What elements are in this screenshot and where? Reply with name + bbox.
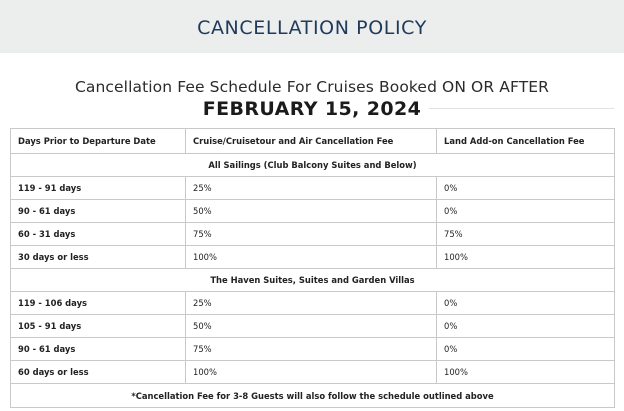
effective-date: FEBRUARY 15, 2024 — [195, 96, 430, 122]
land-fee-cell: 100% — [437, 361, 615, 384]
page-title: CANCELLATION POLICY — [197, 17, 427, 39]
table-footnote: *Cancellation Fee for 3-8 Guests will also follow the schedule outlined above — [11, 384, 615, 408]
days-cell: 119 - 91 days — [11, 177, 186, 200]
table-row — [11, 338, 615, 361]
cancellation-fee-table — [10, 128, 615, 408]
days-cell: 30 days or less — [11, 246, 186, 269]
land-fee-cell: 75% — [437, 223, 615, 246]
cruise-fee-cell: 75% — [186, 338, 437, 361]
days-cell: 60 - 31 days — [11, 223, 186, 246]
cruise-fee-cell: 50% — [186, 315, 437, 338]
days-cell: 90 - 61 days — [11, 200, 186, 223]
days-cell: 60 days or less — [11, 361, 186, 384]
cruise-fee-cell: 25% — [186, 292, 437, 315]
header-banner — [0, 0, 624, 53]
land-fee-cell: 100% — [437, 246, 615, 269]
days-cell: 119 - 106 days — [11, 292, 186, 315]
effective-date-row — [0, 96, 624, 122]
land-fee-cell: 0% — [437, 292, 615, 315]
schedule-subtitle: Cancellation Fee Schedule For Cruises Booked ON OR AFTER — [74, 78, 550, 96]
table-row — [11, 315, 615, 338]
column-header-days: Days Prior to Departure Date — [11, 129, 186, 154]
cruise-fee-cell: 75% — [186, 223, 437, 246]
land-fee-cell: 0% — [437, 200, 615, 223]
table-row — [11, 292, 615, 315]
table-row — [11, 223, 615, 246]
column-header-land-fee: Land Add-on Cancellation Fee — [437, 129, 615, 154]
column-header-cruise-fee: Cruise/Cruisetour and Air Cancellation Fee — [186, 129, 437, 154]
cruise-fee-cell: 50% — [186, 200, 437, 223]
days-cell: 90 - 61 days — [11, 338, 186, 361]
footnote-row — [11, 384, 615, 408]
section-row — [11, 269, 615, 292]
table-header-row — [11, 129, 615, 154]
table-row — [11, 246, 615, 269]
section-title-all-sailings: All Sailings (Club Balcony Suites and Below) — [11, 154, 615, 177]
section-title-haven-suites: The Haven Suites, Suites and Garden Villas — [11, 269, 615, 292]
land-fee-cell: 0% — [437, 177, 615, 200]
table-row — [11, 177, 615, 200]
land-fee-cell: 0% — [437, 315, 615, 338]
land-fee-cell: 0% — [437, 338, 615, 361]
table-row — [11, 200, 615, 223]
cruise-fee-cell: 100% — [186, 361, 437, 384]
table-row — [11, 361, 615, 384]
section-row — [11, 154, 615, 177]
cruise-fee-cell: 25% — [186, 177, 437, 200]
cruise-fee-cell: 100% — [186, 246, 437, 269]
days-cell: 105 - 91 days — [11, 315, 186, 338]
